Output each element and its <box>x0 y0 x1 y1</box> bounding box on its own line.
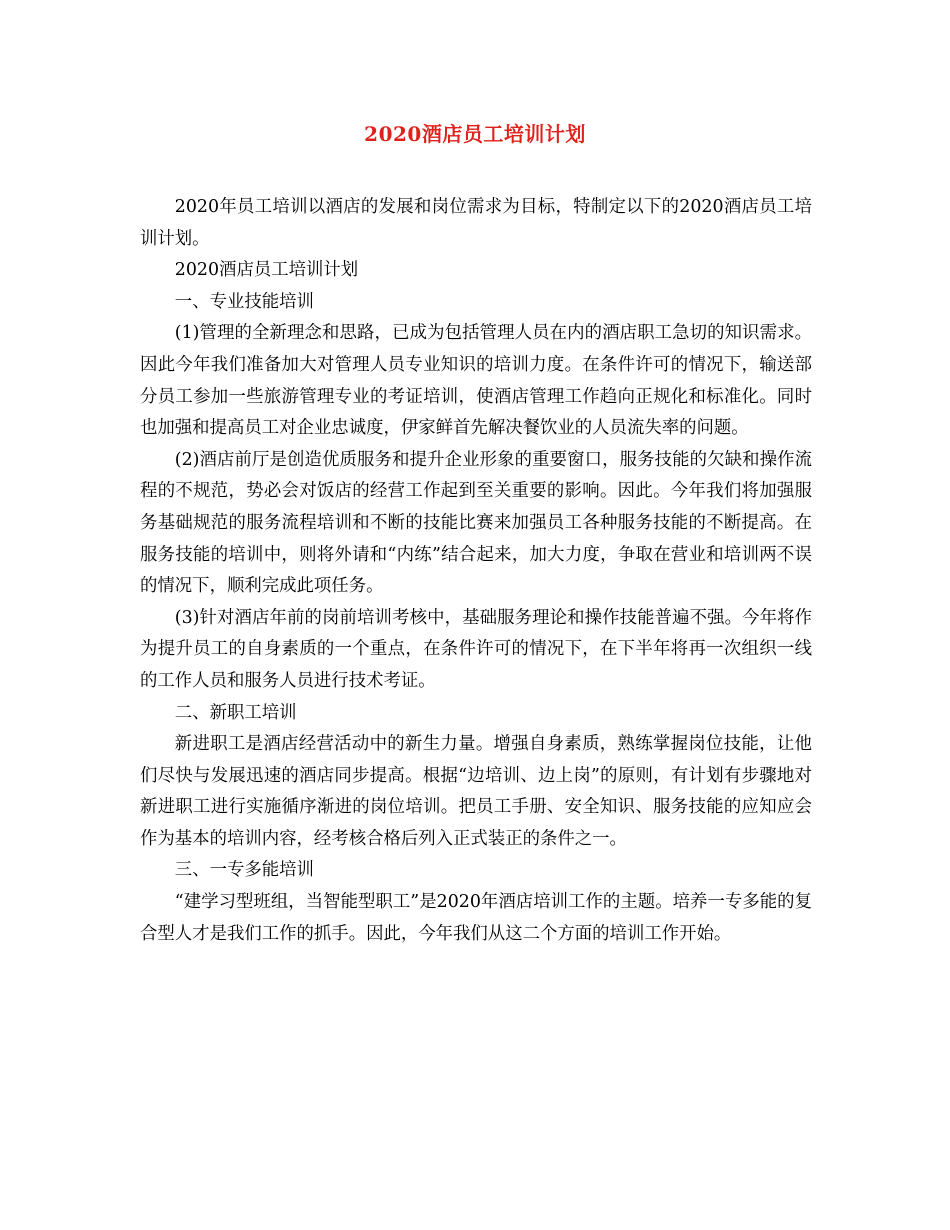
document-title: 2020酒店员工培训计划 <box>364 122 586 146</box>
paragraph-3-1: “建学习型班组，当智能型职工”是2020年酒店培训工作的主题。培养一专多能的复合型人才是我们工作的抓手。因此，今年我们从这二个方面的培训工作开始。 <box>140 892 812 944</box>
plan-subtitle: 2020酒店员工培训计划 <box>174 260 359 281</box>
intro-paragraph: 2020年员工培训以酒店的发展和岗位需求为目标，特制定以下的2020酒店员工培训计划。 <box>140 197 812 249</box>
paragraph-2-1: 新进职工是酒店经营活动中的新生力量。增强自身素质，熟练掌握岗位技能，让他们尽快与发展迅速的酒店同步提高。根据“边培训、边上岗”的原则，有计划有步骤地对新进职工进行实施循序渐进的岗位培训。把员工手册、安全知识、服务技能的应知应会作为基本的培训内容，经考核合格后列入正式装正的条件之一。 <box>140 734 812 849</box>
document-body <box>140 192 812 950</box>
paragraph-1-3: (3)针对酒店年前的岗前培训考核中，基础服务理论和操作技能普遍不强。今年将作为提升员工的自身素质的一个重点，在条件许可的情况下，在下半年将再一次组织一线的工作人员和服务人员进行技术考证。 <box>140 607 812 691</box>
section-heading-2: 二、新职工培训 <box>174 702 297 723</box>
paragraph-1-2: (2)酒店前厅是创造优质服务和提升企业形象的重要窗口，服务技能的欠缺和操作流程的不规范，势必会对饭店的经营工作起到至关重要的影响。因此。今年我们将加强服务基础规范的服务流程培训和不断的技能比赛来加强员工各种服务技能的不断提高。在服务技能的培训中，则将外请和“内练”结合起来，加大力度，争取在营业和培训两不误的情况下，顺利完成此项任务。 <box>140 449 812 597</box>
section-heading-1: 一、专业技能培训 <box>174 291 314 312</box>
section-heading-3: 三、一专多能培训 <box>174 860 314 881</box>
paragraph-1-1: (1)管理的全新理念和思路，已成为包括管理人员在内的酒店职工急切的知识需求。因此今年我们准备加大对管理人员专业知识的培训力度。在条件许可的情况下，输送部分员工参加一些旅游管理专业的考证培训，使酒店管理工作趋向正规化和标准化。同时也加强和提高员工对企业忠诚度，伊家鲜首先解决餐饮业的人员流失率的问题。 <box>140 323 812 439</box>
